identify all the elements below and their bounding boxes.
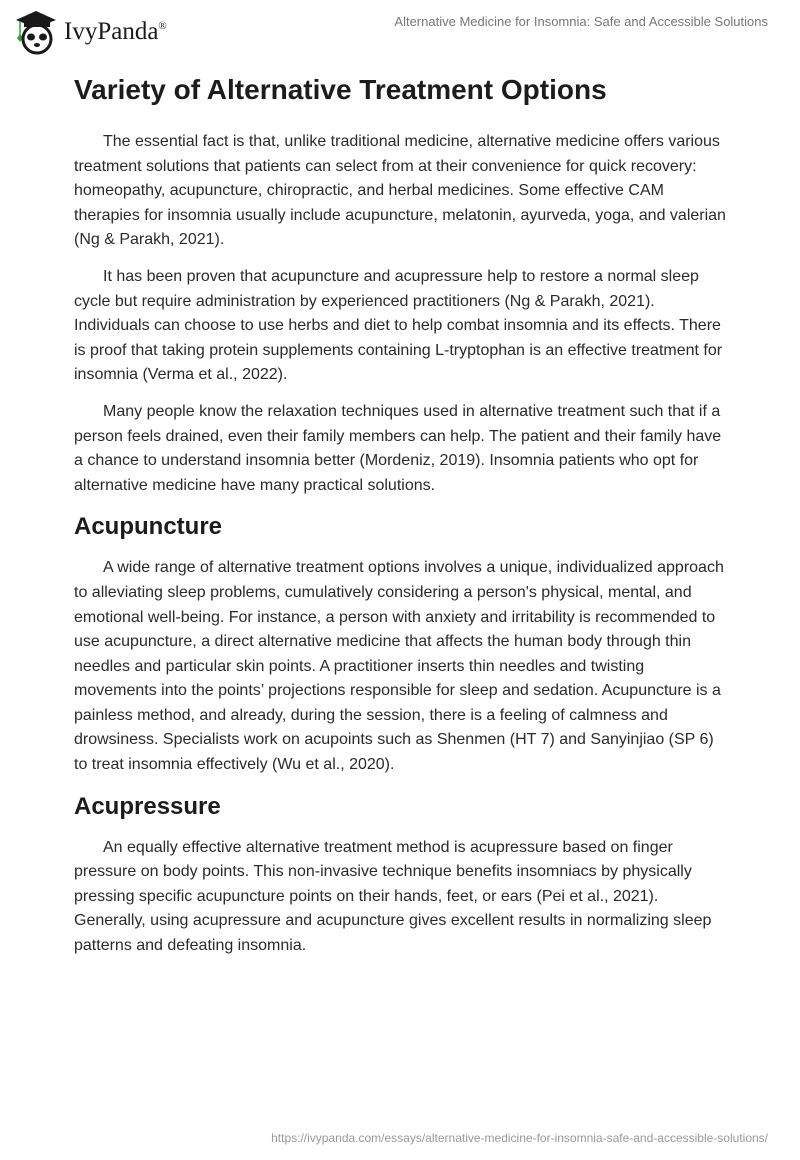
- panda-logo-icon: [12, 8, 60, 56]
- source-url[interactable]: https://ivypanda.com/essays/alternative-medicine-for-insomnia-safe-and-accessible-solutions/: [271, 1131, 768, 1145]
- paragraph: It has been proven that acupuncture and acupressure help to restore a normal sleep cycle but require administration by experienced practitioners (Ng & Parakh, 2021). Individuals can choose to use herbs and diet to help combat insomnia and its effects. There is proof that taking protein supplements containing L-tryptophan is an effective treatment for insomnia (Verma et al., 2022).: [74, 267, 723, 384]
- page-header: [0, 0, 800, 60]
- paragraph: An equally effective alternative treatment method is acupressure based on finger pressure on body points. This non-invasive technique benefits insomniacs by physically pressing specific acupuncture points on their hands, feet, or ears (Pei et al., 2021). Generally, using acupressure and acupuncture gives excellent results in normalizing sleep patterns and defeating insomnia.: [74, 838, 712, 955]
- logo[interactable]: [12, 8, 167, 56]
- paragraph: Many people know the relaxation techniques used in alternative treatment such that if a person feels drained, even their family members can help. The patient and their family have a chance to understand insomnia better (Mordeniz, 2019). Insomnia patients who opt for alternative medicine have many practical solutions.: [74, 402, 722, 494]
- paragraph: The essential fact is that, unlike traditional medicine, alternative medicine offers various treatment solutions that patients can select from at their convenience for quick recovery: homeopathy, acupuncture, chiropractic, and herbal medicines. Some effective CAM therapies for insomnia usually include acupuncture, melatonin, ayurveda, yoga, and valerian (Ng & Parakh, 2021).: [74, 133, 726, 249]
- section-heading: Acupuncture: [74, 513, 223, 541]
- logo-text: IvyPanda®: [64, 18, 167, 45]
- paragraph: A wide range of alternative treatment options involves a unique, individualized approach to alleviating sleep problems, cumulatively considering a person's physical, mental, and emotional well-being. For instance, a person with anxiety and irritability is recommended to use acupuncture, a direct alternative medicine that affects the human body through thin needles and particular skin points. A practitioner inserts thin needles and twisting movements into the points’ projections responsible for sleep and sedation. Acupuncture is a painless method, and already, during the session, there is a feeling of calmness and drowsiness. Specialists work on acupoints such as Shenmen (HT 7) and Sanyinjiao (SP 6) to treat insomnia effectively (Wu et al., 2020).: [74, 559, 724, 774]
- section-heading: Variety of Alternative Treatment Options: [74, 74, 607, 105]
- article-content: [74, 72, 728, 971]
- document-title: Alternative Medicine for Insomnia: Safe and Accessible Solutions: [394, 14, 768, 29]
- section-heading: Acupressure: [74, 792, 221, 820]
